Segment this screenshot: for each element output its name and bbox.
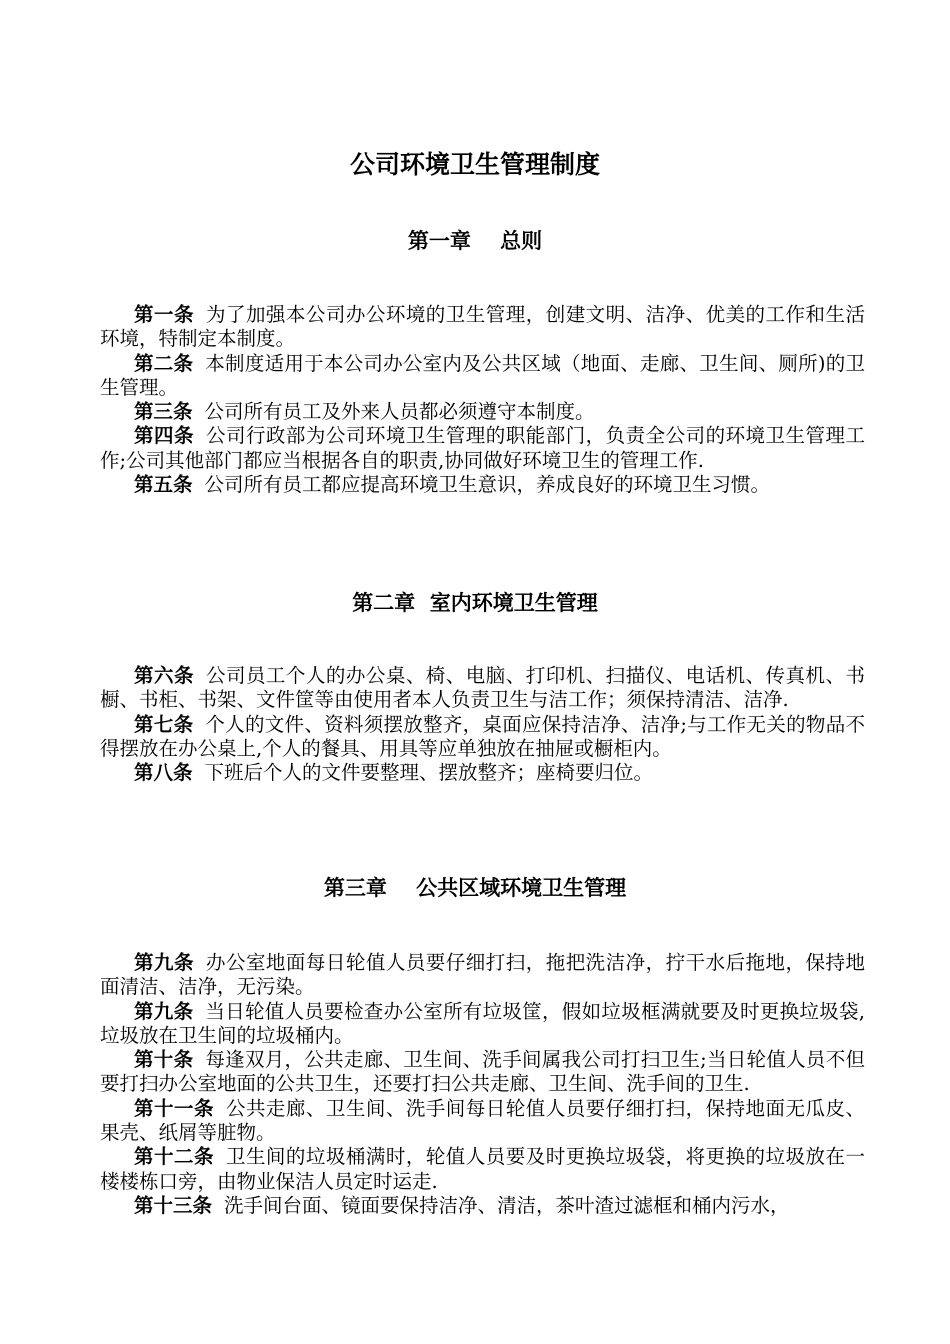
article-number: 第四条	[134, 424, 194, 448]
article-text: 洗手间台面、镜面要保持洁净、清洁，茶叶渣过滤框和桶内污水，	[224, 1193, 790, 1217]
article	[100, 473, 865, 497]
article	[100, 664, 865, 713]
article-text: 公司员工个人的办公桌、椅、电脑、打印机、扫描仪、电话机、传真机、书橱、书柜、书架、文件筐等由使用者本人负责卫生与洁工作；须保持清洁、洁净.	[100, 664, 865, 712]
article-text: 办公室地面每日轮值人员要仔细打扫，拖把洗洁净，拧干水后拖地，保持地面清洁、洁净，无污染。	[100, 951, 865, 999]
article	[100, 400, 865, 424]
article-number: 第六条	[134, 664, 194, 687]
article	[100, 424, 865, 473]
article	[100, 1048, 865, 1097]
article-number: 第九条	[134, 999, 194, 1023]
article	[100, 303, 865, 352]
article-number: 第三条	[134, 400, 193, 424]
article-number: 第十一条	[134, 1096, 214, 1120]
chapter-heading: 第二章 室内环境卫生管理	[352, 591, 598, 615]
chapter-heading: 第三章 公共区域环境卫生管理	[323, 876, 627, 900]
article	[100, 1194, 865, 1218]
article	[100, 761, 865, 785]
article-number: 第一条	[134, 303, 194, 326]
article-number: 第七条	[134, 712, 194, 736]
article	[100, 1097, 865, 1146]
article-number: 第十三条	[134, 1193, 213, 1217]
article-text: 公司行政部为公司环境卫生管理的职能部门，负责全公司的环境卫生管理工作;公司其他部门都应当根据各自的职责,协同做好环境卫生的管理工作.	[100, 424, 865, 472]
document-title: 公司环境卫生管理制度	[349, 150, 600, 179]
article-text: 当日轮值人员要检查办公室所有垃圾筐，假如垃圾框满就要及时更换垃圾袋,垃圾放在卫生间的垃圾桶内。	[100, 999, 865, 1047]
chapter-section	[100, 951, 865, 1218]
article-number: 第十二条	[134, 1145, 214, 1169]
article-text: 公司所有员工及外来人员都必须遵守本制度。	[204, 400, 595, 424]
article-text: 个人的文件、资料须摆放整齐，桌面应保持洁净、洁净;与工作无关的物品不得摆放在办公桌上,个人的餐具、用具等应单独放在抽屉或橱柜内。	[100, 712, 865, 760]
article	[100, 713, 865, 762]
article-number: 第二条	[134, 351, 194, 375]
article	[100, 1000, 865, 1049]
chapter-section	[100, 303, 865, 497]
article-text: 公共走廊、卫生间、洗手间每日轮值人员要仔细打扫，保持地面无瓜皮、果壳、纸屑等脏物。	[100, 1096, 865, 1145]
article-number: 第五条	[134, 473, 193, 497]
article	[100, 352, 865, 401]
article-text: 下班后个人的文件要整理、摆放整齐；座椅要归位。	[204, 761, 654, 785]
article-text: 公司所有员工都应提高环境卫生意识，养成良好的环境卫生习惯。	[204, 473, 771, 497]
article	[100, 1145, 865, 1194]
article-number: 第九条	[134, 951, 194, 974]
article-text: 卫生间的垃圾桶满时，轮值人员要及时更换垃圾袋，将更换的垃圾放在一楼楼栋口旁，由物业保洁人员定时运走.	[100, 1145, 865, 1193]
article-text: 本制度适用于本公司办公室内及公共区域（地面、走廊、卫生间、厕所)的卫生管理。	[100, 351, 865, 399]
article-number: 第八条	[134, 761, 193, 785]
chapter-section	[100, 664, 865, 785]
article-number: 第十条	[134, 1048, 194, 1072]
article-text: 每逢双月，公共走廊、卫生间、洗手间属我公司打扫卫生;当日轮值人员不但要打扫办公室地面的公共卫生，还要打扫公共走廊、卫生间、洗手间的卫生.	[100, 1048, 865, 1096]
article	[100, 951, 865, 1000]
chapter-heading: 第一章 总则	[407, 229, 543, 253]
article-text: 为了加强本公司办公环境的卫生管理，创建文明、洁净、优美的工作和生活环境，特制定本制度。	[100, 303, 865, 351]
